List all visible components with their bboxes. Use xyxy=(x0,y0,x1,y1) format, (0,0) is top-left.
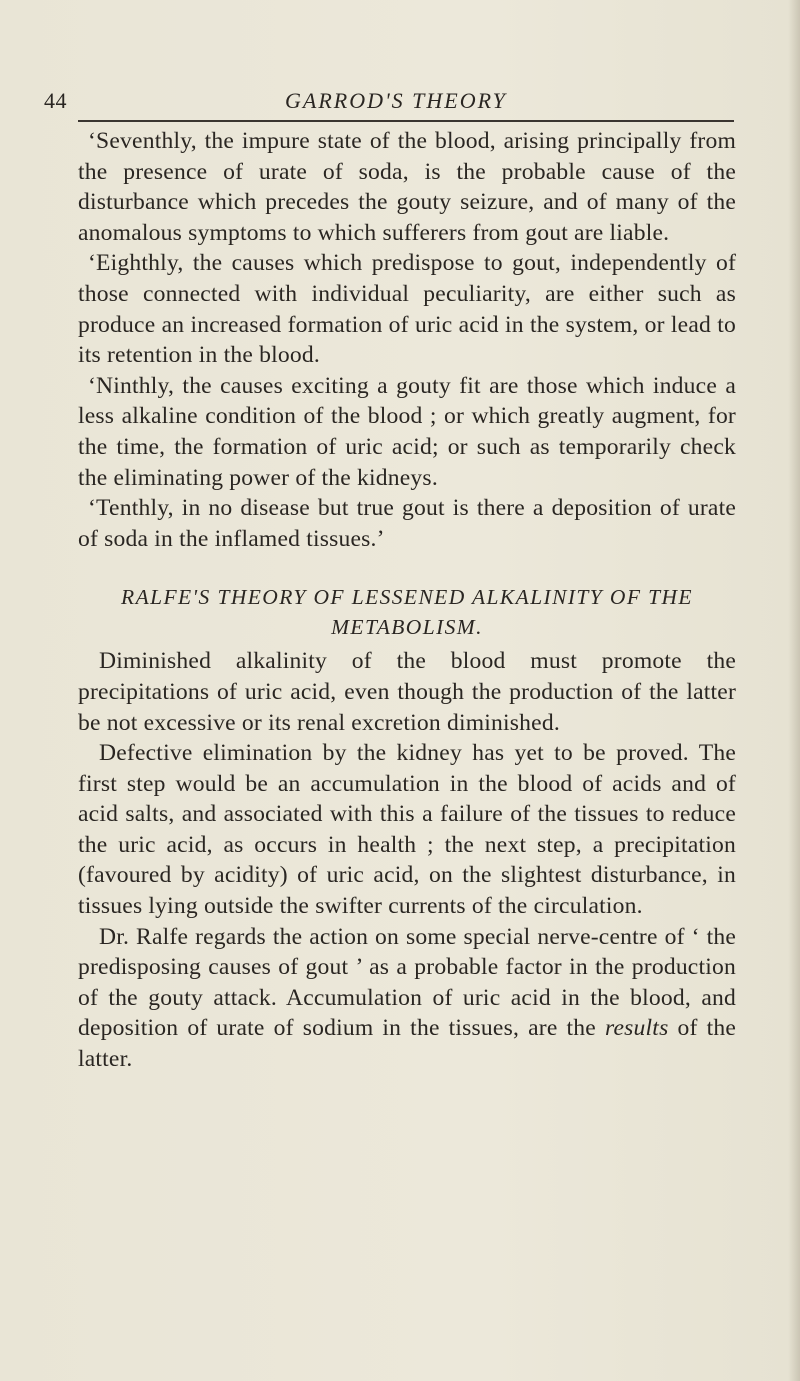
paragraph-defective-elimination: Defective elimination by the kidney has yet to be proved. The first step would be an accumulation in the blood of acids and of acid salts, and associated with this a failure of the tissues to reduce the uric acid, as occurs in health ; the next step, a precipitation (favoured by acidity) of uric acid, on the slightest disturbance, in tissues lying outside the swifter currents of the circulation. xyxy=(78,740,736,920)
body-text xyxy=(78,126,736,1075)
page-number: 44 xyxy=(44,88,67,113)
paragraph-dr-ralfe xyxy=(78,922,736,1075)
running-title: GARROD'S THEORY xyxy=(285,88,507,113)
paragraph-tenthly: ‘Tenthly, in no disease but true gout is there a deposition of urate of soda in the inflamed tissues.’ xyxy=(78,495,736,552)
section-heading: RALFE'S THEORY OF LESSENED ALKALINITY OF THE METABOLISM. xyxy=(121,585,693,640)
header-rule xyxy=(78,120,734,122)
paragraph-seventhly: ‘Seventhly, the impure state of the blood, arising principally from the presence of urate of soda, is the probable cause of the disturbance which precedes the gouty seizure, and of many of the anomalous symptoms to which sufferers from gout are liable. xyxy=(78,128,736,246)
dr-ralfe-text-end: of the latter. xyxy=(78,1015,736,1073)
page-edge-shadow xyxy=(788,0,800,1381)
dr-ralfe-text-start: Dr. Ralfe regards the action on some special nerve-centre of ‘ the predisposing causes of gout ’ as a probable factor in the production of the gouty attack. Accumulation of uric acid in the blood, and deposition of urate of sodium in the tissues, are the xyxy=(78,923,736,1042)
paragraph-diminished-alkalinity: Diminished alkalinity of the blood must promote the precipitations of uric acid, even though the production of the latter be not excessive or its renal excretion diminished. xyxy=(78,648,736,736)
paragraph-ninthly: ‘Ninthly, the causes exciting a gouty fit are those which induce a less alkaline condition of the blood ; or which greatly augment, for the time, the formation of uric acid; or such as temporarily check the eliminating power of the kidneys. xyxy=(78,372,736,491)
italic-results: results xyxy=(605,1015,669,1042)
paragraph-eighthly: ‘Eighthly, the causes which predispose to gout, independently of those connected with individual peculiarity, are either such as produce an increased formation of uric acid in the system, or lead to its retention in the blood. xyxy=(78,250,736,369)
page-header xyxy=(44,88,744,118)
